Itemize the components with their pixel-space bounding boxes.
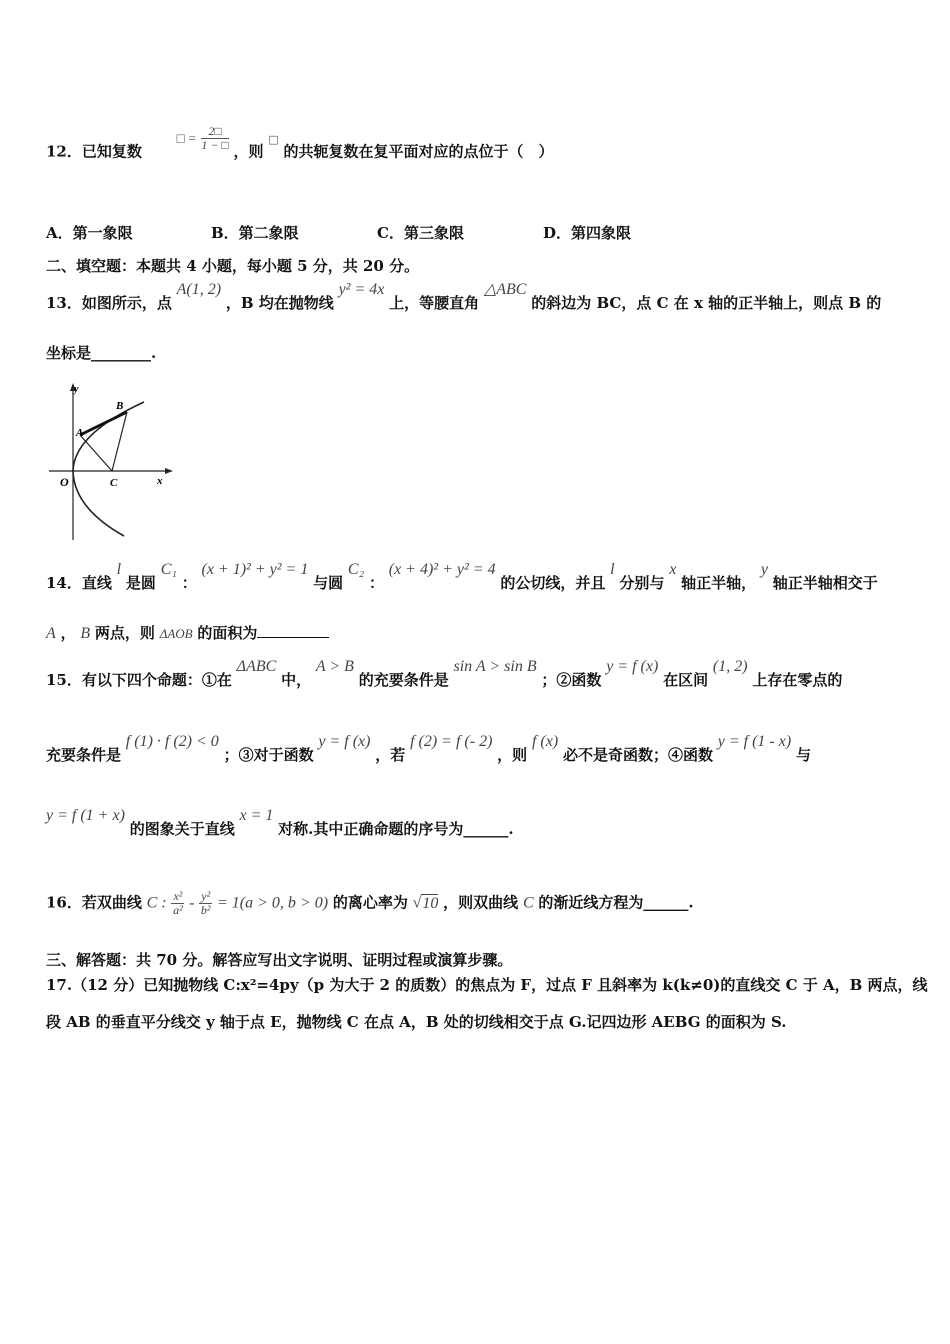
q14-c1: C₁ (160, 561, 177, 578)
q16-y2: y² (201, 889, 211, 903)
q12-fraction (201, 125, 228, 152)
label-y: y (74, 384, 79, 395)
q16-c2: C (522, 894, 534, 912)
q16-c: C : (146, 894, 167, 912)
q14-line-l: l (116, 561, 122, 578)
q14-y: y (760, 561, 768, 578)
q12-suffix: 的共轭复数在复平面对应的点位于（ ） (283, 142, 554, 161)
q14-text-9: 的面积为 (197, 624, 258, 642)
q12-formula-lhs: □ = (176, 130, 197, 146)
q12-choice-b[interactable]: B．第二象限 (211, 224, 299, 242)
q14-eq1: (x + 1)² + y² = 1 (201, 561, 309, 578)
q15-f1px: y = f (1 + x) (46, 807, 125, 824)
q12-prefix: 12．已知复数 (46, 142, 142, 161)
q16-text-4: 的渐近线方程为______. (538, 893, 694, 912)
q12-middle: ，则 (233, 142, 264, 161)
q15-fx: y = f (x) (606, 658, 659, 675)
q16-a2: a² (173, 903, 183, 917)
q15-line-2 (46, 733, 811, 766)
q14-b: B (80, 625, 91, 642)
q15-text-14: 对称.其中正确命题的序号为______. (278, 820, 514, 838)
segment-ab (80, 412, 127, 435)
q12-stem (46, 124, 554, 166)
q12-choice-a[interactable]: A．第一象限 (46, 224, 133, 242)
q13-text-1: 13．如图所示，点 (46, 294, 172, 312)
q16-text-1: 16．若双曲线 (46, 893, 142, 912)
q14-text-6: 轴正半轴， (681, 574, 757, 592)
q12-var-box: □ (268, 132, 279, 146)
q15-text-13: 的图象关于直线 (129, 820, 235, 838)
q13-text-4: 的斜边为 BC，点 C 在 x 轴的正半轴上，则点 B 的 (531, 294, 882, 312)
q14-c2: C₂ (347, 561, 365, 578)
q16-sqrt-radicand: 10 (422, 894, 439, 912)
q14-line-2: A ， B 两点，则 ΔAOB 的面积为 (46, 623, 329, 644)
q14-x: x (669, 561, 677, 578)
label-x: x (157, 475, 163, 487)
q13-stem (46, 281, 882, 314)
q17-line-2: 段 AB 的垂直平分线交 y 轴于点 E，抛物线 C 在点 A，B 处的切线相交于点 G.记四边形 AEBG 的面积为 S. (46, 1013, 787, 1031)
q14-text-5: 分别与 (619, 574, 665, 592)
q15-line-3 (46, 807, 514, 840)
q15-xeq1: x = 1 (239, 807, 274, 824)
q14-text-3: 与圆 (313, 574, 344, 592)
q14-eq2: (x + 4)² + y² = 4 (388, 561, 496, 578)
q13-answer-line: 坐标是________. (46, 344, 157, 362)
label-b: B (116, 400, 124, 412)
q12-choice-c[interactable]: C．第三象限 (377, 224, 464, 242)
q12-numerator: 2□ (201, 125, 228, 139)
q15-text-5: 在区间 (663, 671, 709, 689)
q15-a-gt-b: A > B (315, 658, 354, 675)
q12-denominator: 1 − □ (201, 138, 229, 152)
q15-triangle: ΔABC (236, 658, 277, 675)
q13-text-2: ，B 均在抛物线 (225, 294, 334, 312)
q15-sin: sin A > sin B (453, 658, 537, 675)
q16-b2: b² (200, 903, 211, 917)
q15-f1mx: y = f (1 - x) (717, 733, 792, 750)
q15-text-8: ；③对于函数 (223, 746, 314, 764)
q16-condition: = 1(a > 0, b > 0) (216, 894, 329, 912)
q14-answer-blank (257, 623, 329, 638)
q17-line-1: 17.（12 分）已知抛物线 C:x²=4py（p 为大于 2 的质数）的焦点为 F，过点 F 且斜率为 k(k≠0)的直线交 C 于 A，B 两点，线 (46, 976, 928, 994)
label-o: O (60, 475, 69, 489)
q13-parabola: y² = 4x (338, 281, 385, 298)
q12-formula (177, 125, 229, 152)
q16-sqrt: √10 (412, 894, 439, 912)
q14-line-l-2: l (610, 561, 615, 578)
q15-product: f (1) · f (2) < 0 (125, 733, 219, 750)
q14-triangle-aob: ΔAOB (159, 626, 193, 641)
q14-text-2: 是圆 (125, 574, 156, 592)
q14-text-8: 两点，则 (94, 624, 155, 642)
q15-line-1 (46, 658, 843, 691)
q15-text-9: ，若 (375, 746, 406, 764)
q14-stem: 14．直线 l 是圆 C₁ ： (x + 1)² + y² = 1 与圆 C₂ ： (x + 4)² + y² = 4 的公切线，并且 l 分别与 x 轴正半轴， y 轴正半轴相交于 (46, 561, 878, 592)
label-c: C (110, 477, 118, 489)
q16-text-3: ，则双曲线 (443, 893, 519, 912)
q16-x2: x² (173, 889, 183, 903)
q14-text-4: 的公切线，并且 (500, 574, 606, 592)
section-3-heading: 三、解答题：共 70 分。解答应写出文字说明、证明过程或演算步骤。 (46, 951, 513, 969)
q16-minus: - (189, 894, 195, 912)
segment-ac (80, 435, 112, 471)
q15-fx2: y = f (x) (318, 733, 371, 750)
q14-text-7: 轴正半轴相交于 (772, 574, 878, 592)
q13-triangle: △ABC (483, 281, 527, 298)
q14-a: A (46, 625, 56, 642)
q14-text-1: 14．直线 (46, 574, 112, 592)
q15-fx3: f (x) (531, 733, 559, 750)
section-2-heading: 二、填空题：本题共 4 小题，每小题 5 分，共 20 分。 (46, 257, 420, 275)
q15-text-6: 上存在零点的 (752, 671, 843, 689)
q12-choice-d[interactable]: D．第四象限 (543, 224, 632, 242)
q15-text-4: ；②函数 (541, 671, 602, 689)
x-axis-arrow (165, 468, 173, 474)
q13-text-3: 上，等腰直角 (389, 294, 480, 312)
segment-bc (112, 412, 127, 471)
q13-figure (44, 380, 176, 542)
label-a: A (76, 427, 84, 439)
q16-frac-x (171, 890, 184, 917)
q16-stem (46, 890, 694, 917)
q15-text-2: 中， (281, 671, 312, 689)
q15-text-1: 15．有以下四个命题：①在 (46, 671, 232, 689)
q15-text-12: 与 (795, 746, 811, 764)
q15-text-10: ，则 (497, 746, 528, 764)
q15-text-7: 充要条件是 (46, 746, 122, 764)
q15-interval: (1, 2) (712, 658, 748, 675)
q15-text-11: 必不是奇函数；④函数 (562, 746, 713, 764)
q15-text-3: 的充要条件是 (358, 671, 449, 689)
q16-frac-y (199, 890, 212, 917)
q13-point-a: A(1, 2) (176, 281, 222, 298)
q15-feq: f (2) = f (- 2) (410, 733, 493, 750)
q16-text-2: 的离心率为 (332, 893, 408, 912)
